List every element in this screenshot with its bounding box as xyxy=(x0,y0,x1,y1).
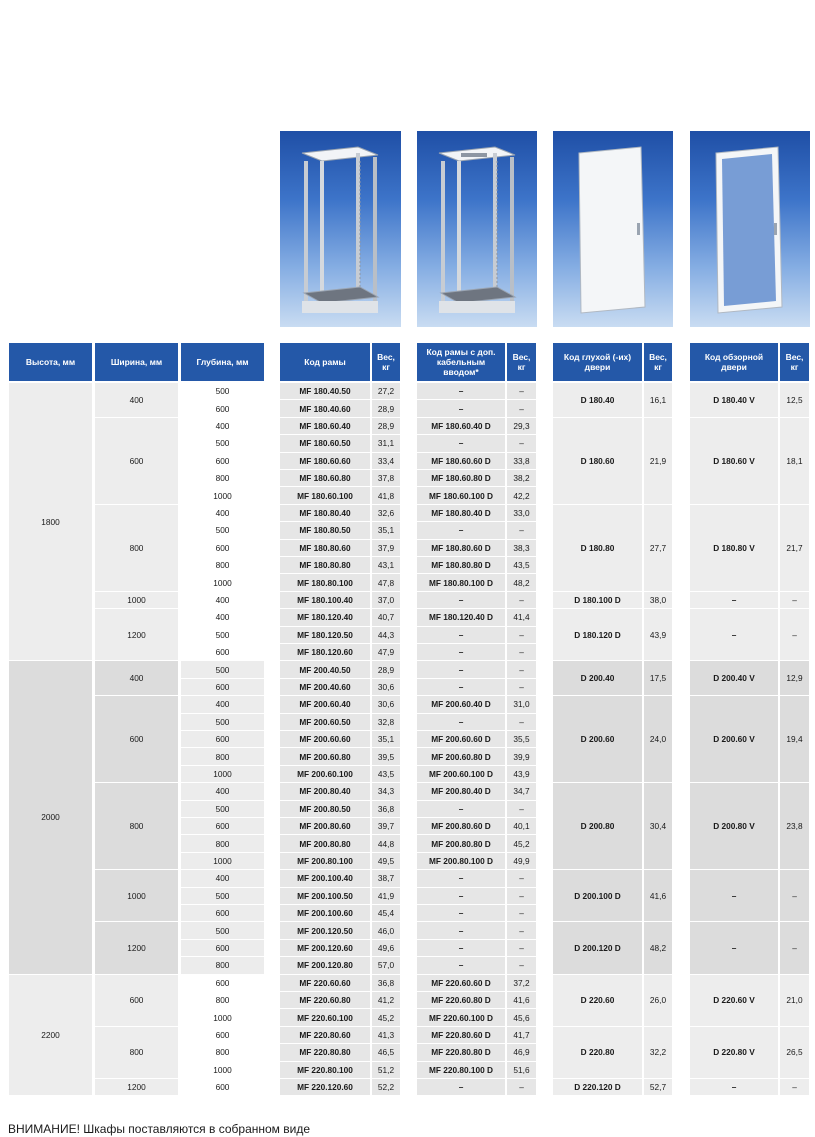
width-cell: 600 xyxy=(95,696,178,782)
cable-weight-cell: – xyxy=(507,801,536,817)
door-code-cell: D 180.120 D xyxy=(553,609,642,660)
frame-weight-cell: 28,9 xyxy=(372,661,400,677)
header-cable-code: Код рамы с доп. кабельным вводом* xyxy=(417,343,505,381)
depth-cell: 600 xyxy=(181,975,264,991)
cable-code-cell: MF 220.80.100 D xyxy=(417,1062,505,1078)
cable-code-cell: MF 220.60.60 D xyxy=(417,975,505,991)
cable-weight-cell: 31,0 xyxy=(507,696,536,712)
cable-weight-cell: – xyxy=(507,627,536,643)
cable-weight-cell: – xyxy=(507,383,536,399)
frame-weight-cell: 41,3 xyxy=(372,1027,400,1043)
depth-cell: 600 xyxy=(181,644,264,660)
frame-code-cell: MF 220.80.80 xyxy=(280,1044,370,1060)
view-door-photo xyxy=(690,131,810,327)
cable-weight-cell: – xyxy=(507,435,536,451)
door-weight-cell: 41,6 xyxy=(644,870,672,921)
frame-code-cell: MF 220.80.100 xyxy=(280,1062,370,1078)
frame-code-cell: MF 200.60.50 xyxy=(280,714,370,730)
frame-code-cell: MF 200.80.80 xyxy=(280,835,370,851)
cable-code-cell: MF 220.80.80 D xyxy=(417,1044,505,1060)
frame-code-cell: MF 200.80.60 xyxy=(280,818,370,834)
door-weight-cell: 17,5 xyxy=(644,661,672,695)
view-code-cell: D 180.40 V xyxy=(690,383,778,417)
view-code-cell: D 220.80 V xyxy=(690,1027,778,1078)
view-weight-cell: 26,5 xyxy=(780,1027,809,1078)
cable-weight-cell: 39,9 xyxy=(507,748,536,764)
frame-weight-cell: 41,9 xyxy=(372,888,400,904)
depth-cell: 800 xyxy=(181,470,264,486)
door-photo xyxy=(553,131,673,327)
door-code-cell: D 200.120 D xyxy=(553,922,642,973)
frame-code-cell: MF 200.60.100 xyxy=(280,766,370,782)
view-weight-cell: – xyxy=(780,1079,809,1095)
frame-code-cell: MF 180.120.60 xyxy=(280,644,370,660)
frame-code-cell: MF 180.60.40 xyxy=(280,418,370,434)
cable-code-cell: MF 180.60.60 D xyxy=(417,453,505,469)
cable-weight-cell: 46,9 xyxy=(507,1044,536,1060)
view-weight-cell: – xyxy=(780,609,809,660)
height-cell: 2200 xyxy=(9,975,92,1096)
width-cell: 800 xyxy=(95,783,178,869)
depth-cell: 600 xyxy=(181,940,264,956)
cable-weight-cell: 51,6 xyxy=(507,1062,536,1078)
cable-code-cell: – xyxy=(417,522,505,538)
door-weight-cell: 30,4 xyxy=(644,783,672,869)
depth-cell: 400 xyxy=(181,870,264,886)
cable-code-cell: – xyxy=(417,592,505,608)
cable-weight-cell: 41,6 xyxy=(507,992,536,1008)
door-weight-cell: 16,1 xyxy=(644,383,672,417)
cable-weight-cell: – xyxy=(507,905,536,921)
frame-weight-cell: 39,5 xyxy=(372,748,400,764)
cable-weight-cell: 43,9 xyxy=(507,766,536,782)
frame-code-cell: MF 200.120.80 xyxy=(280,957,370,973)
door-weight-cell: 48,2 xyxy=(644,922,672,973)
frame-code-cell: MF 180.80.80 xyxy=(280,557,370,573)
frame-weight-cell: 31,1 xyxy=(372,435,400,451)
view-weight-cell: 21,0 xyxy=(780,975,809,1026)
door-code-cell: D 200.60 xyxy=(553,696,642,782)
cable-code-cell: MF 200.60.100 D xyxy=(417,766,505,782)
frame-weight-cell: 30,6 xyxy=(372,696,400,712)
cable-weight-cell: – xyxy=(507,661,536,677)
frame-code-cell: MF 200.40.60 xyxy=(280,679,370,695)
view-code-cell: – xyxy=(690,922,778,973)
frame-code-cell: MF 200.60.60 xyxy=(280,731,370,747)
frame-weight-cell: 44,3 xyxy=(372,627,400,643)
frame-code-cell: MF 180.60.100 xyxy=(280,487,370,503)
depth-cell: 800 xyxy=(181,748,264,764)
frame-code-cell: MF 200.100.60 xyxy=(280,905,370,921)
width-cell: 1000 xyxy=(95,870,178,921)
frame-code-cell: MF 180.120.50 xyxy=(280,627,370,643)
door-weight-cell: 32,2 xyxy=(644,1027,672,1078)
depth-cell: 1000 xyxy=(181,766,264,782)
depth-cell: 800 xyxy=(181,1044,264,1060)
door-code-cell: D 200.40 xyxy=(553,661,642,695)
cable-code-cell: MF 220.60.80 D xyxy=(417,992,505,1008)
cable-code-cell: MF 180.80.100 D xyxy=(417,574,505,590)
view-weight-cell: – xyxy=(780,592,809,608)
frame-weight-cell: 39,7 xyxy=(372,818,400,834)
cable-code-cell: MF 180.60.100 D xyxy=(417,487,505,503)
cable-weight-cell: 49,9 xyxy=(507,853,536,869)
view-weight-cell: 18,1 xyxy=(780,418,809,504)
depth-cell: 500 xyxy=(181,627,264,643)
frame-weight-cell: 40,7 xyxy=(372,609,400,625)
view-code-cell: – xyxy=(690,870,778,921)
frame-code-cell: MF 200.120.50 xyxy=(280,922,370,938)
frame-code-cell: MF 180.80.60 xyxy=(280,540,370,556)
door-code-cell: D 200.80 xyxy=(553,783,642,869)
width-cell: 1200 xyxy=(95,1079,178,1095)
depth-cell: 400 xyxy=(181,696,264,712)
header-view-code: Код обзорной двери xyxy=(690,343,778,381)
door-weight-cell: 43,9 xyxy=(644,609,672,660)
frame-weight-cell: 45,2 xyxy=(372,1009,400,1025)
cable-code-cell: – xyxy=(417,940,505,956)
frame-weight-cell: 57,0 xyxy=(372,957,400,973)
frame-code-cell: MF 220.60.60 xyxy=(280,975,370,991)
view-weight-cell: 19,4 xyxy=(780,696,809,782)
frame-weight-cell: 47,8 xyxy=(372,574,400,590)
view-code-cell: D 180.60 V xyxy=(690,418,778,504)
header-frame-weight: Вес, кг xyxy=(372,343,400,381)
frame-code-cell: MF 180.60.50 xyxy=(280,435,370,451)
frame-weight-cell: 32,8 xyxy=(372,714,400,730)
frame-cable-photo xyxy=(417,131,537,327)
header-view-weight: Вес, кг xyxy=(780,343,809,381)
door-weight-cell: 38,0 xyxy=(644,592,672,608)
frame-weight-cell: 46,5 xyxy=(372,1044,400,1060)
frame-photo xyxy=(280,131,401,327)
depth-cell: 600 xyxy=(181,1027,264,1043)
cable-weight-cell: 35,5 xyxy=(507,731,536,747)
cable-weight-cell: – xyxy=(507,1079,536,1095)
cable-code-cell: MF 200.80.40 D xyxy=(417,783,505,799)
cable-code-cell: MF 180.80.60 D xyxy=(417,540,505,556)
cable-weight-cell: – xyxy=(507,888,536,904)
view-code-cell: – xyxy=(690,1079,778,1095)
depth-cell: 500 xyxy=(181,522,264,538)
depth-cell: 1000 xyxy=(181,853,264,869)
view-weight-cell: 12,9 xyxy=(780,661,809,695)
door-weight-cell: 21,9 xyxy=(644,418,672,504)
view-code-cell: D 200.60 V xyxy=(690,696,778,782)
frame-code-cell: MF 220.80.60 xyxy=(280,1027,370,1043)
header-depth: Глубина, мм xyxy=(181,343,264,381)
frame-weight-cell: 49,6 xyxy=(372,940,400,956)
view-weight-cell: – xyxy=(780,922,809,973)
cable-weight-cell: – xyxy=(507,644,536,660)
cable-code-cell: MF 180.60.40 D xyxy=(417,418,505,434)
depth-cell: 600 xyxy=(181,453,264,469)
frame-weight-cell: 51,2 xyxy=(372,1062,400,1078)
door-weight-cell: 26,0 xyxy=(644,975,672,1026)
cable-code-cell: – xyxy=(417,679,505,695)
depth-cell: 1000 xyxy=(181,487,264,503)
cable-weight-cell: 33,8 xyxy=(507,453,536,469)
cable-code-cell: – xyxy=(417,888,505,904)
depth-cell: 800 xyxy=(181,957,264,973)
header-door-code: Код глухой (-их) двери xyxy=(553,343,642,381)
door-weight-cell: 27,7 xyxy=(644,505,672,591)
depth-cell: 1000 xyxy=(181,1009,264,1025)
frame-code-cell: MF 180.60.60 xyxy=(280,453,370,469)
depth-cell: 1000 xyxy=(181,574,264,590)
depth-cell: 600 xyxy=(181,1079,264,1095)
depth-cell: 400 xyxy=(181,783,264,799)
frame-weight-cell: 33,4 xyxy=(372,453,400,469)
cable-code-cell: MF 200.80.100 D xyxy=(417,853,505,869)
width-cell: 600 xyxy=(95,975,178,1026)
height-cell: 1800 xyxy=(9,383,92,660)
cable-weight-cell: 34,7 xyxy=(507,783,536,799)
width-cell: 1000 xyxy=(95,592,178,608)
depth-cell: 600 xyxy=(181,731,264,747)
frame-weight-cell: 43,1 xyxy=(372,557,400,573)
view-code-cell: – xyxy=(690,609,778,660)
depth-cell: 600 xyxy=(181,818,264,834)
frame-weight-cell: 41,2 xyxy=(372,992,400,1008)
frame-weight-cell: 28,9 xyxy=(372,418,400,434)
frame-code-cell: MF 180.40.50 xyxy=(280,383,370,399)
cable-code-cell: MF 180.80.80 D xyxy=(417,557,505,573)
cable-code-cell: MF 220.80.60 D xyxy=(417,1027,505,1043)
depth-cell: 500 xyxy=(181,922,264,938)
frame-weight-cell: 45,4 xyxy=(372,905,400,921)
cable-weight-cell: 41,7 xyxy=(507,1027,536,1043)
cable-code-cell: – xyxy=(417,922,505,938)
header-door-weight: Вес, кг xyxy=(644,343,672,381)
cable-weight-cell: 38,2 xyxy=(507,470,536,486)
depth-cell: 500 xyxy=(181,714,264,730)
cable-weight-cell: 38,3 xyxy=(507,540,536,556)
frame-code-cell: MF 180.120.40 xyxy=(280,609,370,625)
header-width: Ширина, мм xyxy=(95,343,178,381)
width-cell: 1200 xyxy=(95,609,178,660)
cable-code-cell: MF 200.60.80 D xyxy=(417,748,505,764)
frame-code-cell: MF 180.80.40 xyxy=(280,505,370,521)
cable-weight-cell: – xyxy=(507,870,536,886)
cable-code-cell: – xyxy=(417,801,505,817)
cable-code-cell: MF 220.60.100 D xyxy=(417,1009,505,1025)
view-code-cell: D 200.40 V xyxy=(690,661,778,695)
view-weight-cell: 12,5 xyxy=(780,383,809,417)
frame-weight-cell: 32,6 xyxy=(372,505,400,521)
view-door-illustration xyxy=(690,131,810,327)
view-weight-cell: 21,7 xyxy=(780,505,809,591)
cable-weight-cell: – xyxy=(507,957,536,973)
header-cable-weight: Вес, кг xyxy=(507,343,536,381)
depth-cell: 400 xyxy=(181,609,264,625)
width-cell: 600 xyxy=(95,418,178,504)
door-weight-cell: 52,7 xyxy=(644,1079,672,1095)
cable-code-cell: – xyxy=(417,957,505,973)
view-code-cell: D 220.60 V xyxy=(690,975,778,1026)
depth-cell: 400 xyxy=(181,505,264,521)
depth-cell: 600 xyxy=(181,540,264,556)
frame-code-cell: MF 200.80.40 xyxy=(280,783,370,799)
depth-cell: 400 xyxy=(181,592,264,608)
depth-cell: 800 xyxy=(181,557,264,573)
frame-code-cell: MF 200.60.40 xyxy=(280,696,370,712)
depth-cell: 500 xyxy=(181,435,264,451)
cable-code-cell: – xyxy=(417,714,505,730)
cable-code-cell: – xyxy=(417,905,505,921)
frame-weight-cell: 30,6 xyxy=(372,679,400,695)
door-code-cell: D 220.60 xyxy=(553,975,642,1026)
frame-weight-cell: 28,9 xyxy=(372,400,400,416)
frame-code-cell: MF 220.120.60 xyxy=(280,1079,370,1095)
frame-weight-cell: 47,9 xyxy=(372,644,400,660)
cable-code-cell: MF 180.120.40 D xyxy=(417,609,505,625)
door-code-cell: D 180.80 xyxy=(553,505,642,591)
cable-code-cell: MF 200.60.60 D xyxy=(417,731,505,747)
frame-illustration xyxy=(280,131,401,327)
door-code-cell: D 220.80 xyxy=(553,1027,642,1078)
cable-code-cell: – xyxy=(417,400,505,416)
frame-code-cell: MF 220.60.100 xyxy=(280,1009,370,1025)
door-illustration xyxy=(553,131,673,327)
depth-cell: 500 xyxy=(181,801,264,817)
frame-weight-cell: 41,8 xyxy=(372,487,400,503)
cable-code-cell: – xyxy=(417,627,505,643)
width-cell: 1200 xyxy=(95,922,178,973)
frame-code-cell: MF 200.80.100 xyxy=(280,853,370,869)
header-frame-code: Код рамы xyxy=(280,343,370,381)
door-weight-cell: 24,0 xyxy=(644,696,672,782)
cable-code-cell: – xyxy=(417,870,505,886)
door-code-cell: D 180.100 D xyxy=(553,592,642,608)
cable-code-cell: MF 180.60.80 D xyxy=(417,470,505,486)
cable-weight-cell: 33,0 xyxy=(507,505,536,521)
header-height: Высота, мм xyxy=(9,343,92,381)
frame-weight-cell: 37,9 xyxy=(372,540,400,556)
depth-cell: 600 xyxy=(181,400,264,416)
frame-weight-cell: 49,5 xyxy=(372,853,400,869)
depth-cell: 600 xyxy=(181,905,264,921)
frame-weight-cell: 36,8 xyxy=(372,975,400,991)
assembly-note: ВНИМАНИЕ! Шкафы поставляются в собранном виде xyxy=(8,1122,311,1136)
cable-weight-cell: 37,2 xyxy=(507,975,536,991)
cable-weight-cell: 45,2 xyxy=(507,835,536,851)
cable-weight-cell: – xyxy=(507,522,536,538)
frame-weight-cell: 35,1 xyxy=(372,731,400,747)
cable-weight-cell: – xyxy=(507,714,536,730)
width-cell: 800 xyxy=(95,1027,178,1078)
frame-weight-cell: 38,7 xyxy=(372,870,400,886)
frame-code-cell: MF 200.100.40 xyxy=(280,870,370,886)
frame-weight-cell: 37,8 xyxy=(372,470,400,486)
depth-cell: 800 xyxy=(181,835,264,851)
cable-weight-cell: 48,2 xyxy=(507,574,536,590)
frame-code-cell: MF 180.100.40 xyxy=(280,592,370,608)
cable-code-cell: MF 180.80.40 D xyxy=(417,505,505,521)
frame-weight-cell: 44,8 xyxy=(372,835,400,851)
cable-code-cell: – xyxy=(417,435,505,451)
depth-cell: 500 xyxy=(181,888,264,904)
frame-code-cell: MF 220.60.80 xyxy=(280,992,370,1008)
depth-cell: 800 xyxy=(181,992,264,1008)
frame-code-cell: MF 200.60.80 xyxy=(280,748,370,764)
door-code-cell: D 180.40 xyxy=(553,383,642,417)
cable-weight-cell: – xyxy=(507,400,536,416)
door-code-cell: D 180.60 xyxy=(553,418,642,504)
door-code-cell: D 220.120 D xyxy=(553,1079,642,1095)
door-code-cell: D 200.100 D xyxy=(553,870,642,921)
cable-code-cell: MF 200.80.60 D xyxy=(417,818,505,834)
frame-weight-cell: 34,3 xyxy=(372,783,400,799)
depth-cell: 500 xyxy=(181,661,264,677)
frame-weight-cell: 46,0 xyxy=(372,922,400,938)
frame-weight-cell: 36,8 xyxy=(372,801,400,817)
cable-code-cell: – xyxy=(417,661,505,677)
view-code-cell: D 180.80 V xyxy=(690,505,778,591)
cable-weight-cell: 41,4 xyxy=(507,609,536,625)
frame-code-cell: MF 180.80.50 xyxy=(280,522,370,538)
frame-code-cell: MF 180.80.100 xyxy=(280,574,370,590)
frame-code-cell: MF 200.80.50 xyxy=(280,801,370,817)
view-code-cell: D 200.80 V xyxy=(690,783,778,869)
cable-code-cell: MF 200.60.40 D xyxy=(417,696,505,712)
cable-weight-cell: – xyxy=(507,940,536,956)
cable-weight-cell: 45,6 xyxy=(507,1009,536,1025)
frame-weight-cell: 37,0 xyxy=(372,592,400,608)
frame-code-cell: MF 180.60.80 xyxy=(280,470,370,486)
cable-weight-cell: – xyxy=(507,679,536,695)
frame-weight-cell: 27,2 xyxy=(372,383,400,399)
frame-weight-cell: 43,5 xyxy=(372,766,400,782)
frame-code-cell: MF 180.40.60 xyxy=(280,400,370,416)
view-weight-cell: – xyxy=(780,870,809,921)
view-code-cell: – xyxy=(690,592,778,608)
width-cell: 400 xyxy=(95,383,178,417)
cable-code-cell: – xyxy=(417,383,505,399)
cable-weight-cell: 42,2 xyxy=(507,487,536,503)
depth-cell: 500 xyxy=(181,383,264,399)
cable-code-cell: MF 200.80.80 D xyxy=(417,835,505,851)
width-cell: 800 xyxy=(95,505,178,591)
depth-cell: 400 xyxy=(181,418,264,434)
view-weight-cell: 23,8 xyxy=(780,783,809,869)
frame-weight-cell: 52,2 xyxy=(372,1079,400,1095)
frame-weight-cell: 35,1 xyxy=(372,522,400,538)
cable-weight-cell: 43,5 xyxy=(507,557,536,573)
depth-cell: 1000 xyxy=(181,1062,264,1078)
cable-code-cell: – xyxy=(417,1079,505,1095)
frame-code-cell: MF 200.120.60 xyxy=(280,940,370,956)
width-cell: 400 xyxy=(95,661,178,695)
cable-weight-cell: 40,1 xyxy=(507,818,536,834)
cable-weight-cell: 29,3 xyxy=(507,418,536,434)
cable-weight-cell: – xyxy=(507,592,536,608)
frame-code-cell: MF 200.40.50 xyxy=(280,661,370,677)
cable-code-cell: – xyxy=(417,644,505,660)
frame-cable-illustration xyxy=(417,131,537,327)
cable-weight-cell: – xyxy=(507,922,536,938)
depth-cell: 600 xyxy=(181,679,264,695)
frame-code-cell: MF 200.100.50 xyxy=(280,888,370,904)
height-cell: 2000 xyxy=(9,661,92,973)
